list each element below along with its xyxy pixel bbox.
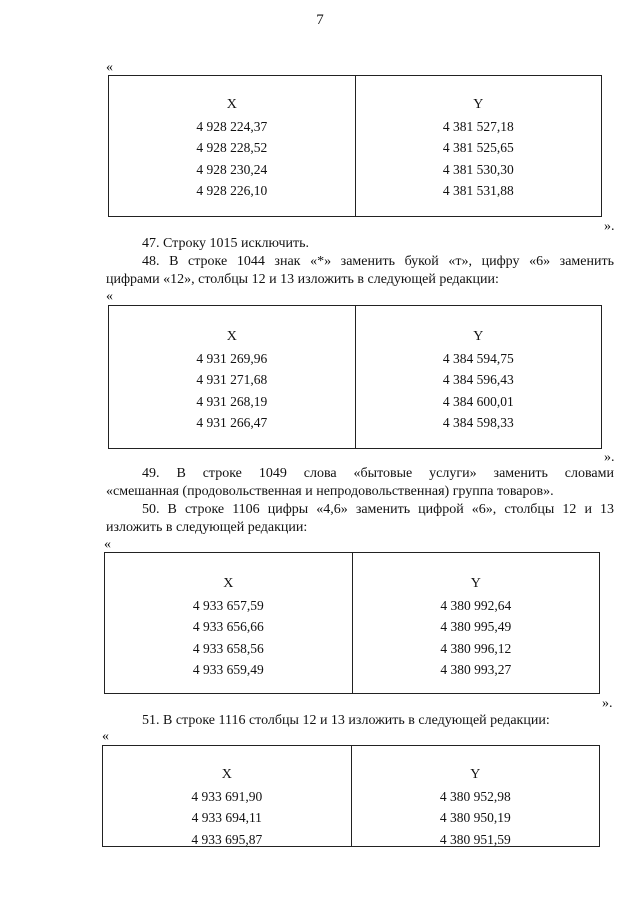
y-value: 4 380 951,59 (439, 831, 511, 847)
x-value: 4 928 230,24 (196, 161, 268, 177)
column-x (109, 306, 355, 448)
closing-quote: ». (602, 696, 613, 711)
x-value: 4 933 695,87 (191, 831, 263, 847)
y-value: 4 381 530,30 (442, 161, 514, 177)
paragraph-50-line-2: изложить в следующей редакции: (106, 520, 308, 535)
y-value: 4 381 531,88 (442, 183, 514, 198)
x-value: 4 933 694,11 (191, 810, 262, 825)
paragraph-47: 47. Строку 1015 исключить. (142, 236, 310, 251)
x-value: 4 931 271,68 (196, 372, 268, 387)
page-number: 7 (316, 12, 324, 28)
x-value: 4 931 269,96 (196, 350, 268, 366)
x-value: 4 931 266,47 (196, 415, 268, 430)
paragraph-48-line-2: цифрами «12», столбцы 12 и 13 изложить в следующей редакции: (106, 272, 499, 287)
y-value: 4 380 950,19 (439, 810, 511, 825)
coordinates-table-2 (108, 305, 602, 449)
column-x (109, 76, 355, 216)
y-value: 4 381 527,18 (442, 118, 514, 134)
column-y (355, 76, 602, 216)
column-y (352, 553, 600, 693)
closing-quote: ». (604, 450, 615, 465)
column-x (103, 746, 351, 846)
column-y-header: Y (470, 767, 481, 782)
x-value: 4 928 228,52 (196, 140, 268, 155)
x-value: 4 928 226,10 (196, 183, 268, 198)
paragraph-49-line-1: 49. В строке 1049 слова «бытовые услуги» заменить словами (142, 466, 614, 481)
y-value: 4 380 992,64 (440, 597, 512, 613)
coordinates-table-1 (108, 75, 602, 217)
coordinates-table-3 (104, 552, 600, 694)
y-value: 4 381 525,65 (442, 140, 514, 155)
x-value: 4 933 691,90 (191, 788, 263, 804)
y-value: 4 384 598,33 (442, 415, 514, 430)
opening-quote: « (106, 60, 113, 75)
column-x-header: X (226, 97, 237, 112)
y-value: 4 384 594,75 (442, 350, 514, 366)
y-value: 4 380 993,27 (440, 662, 512, 677)
opening-quote: « (104, 537, 111, 552)
column-x (105, 553, 352, 693)
y-value: 4 384 600,01 (442, 393, 514, 409)
paragraph-48-line-1: 48. В строке 1044 знак «*» заменить букой «т», цифру «6» заменить (142, 254, 614, 269)
column-y-header: Y (473, 97, 484, 112)
x-value: 4 933 659,49 (192, 662, 264, 677)
x-value: 4 928 224,37 (196, 118, 268, 134)
column-y-header: Y (473, 329, 484, 344)
y-value: 4 384 596,43 (442, 372, 514, 387)
opening-quote: « (102, 729, 109, 744)
column-y (355, 306, 602, 448)
column-y (351, 746, 600, 846)
y-value: 4 380 995,49 (440, 619, 512, 634)
opening-quote: « (106, 289, 113, 304)
paragraph-49-line-2: «смешанная (продовольственная и непродовольственная) группа товаров». (106, 484, 554, 499)
x-value: 4 933 656,66 (192, 619, 264, 634)
x-value: 4 933 657,59 (192, 597, 264, 613)
x-value: 4 933 658,56 (192, 640, 264, 656)
closing-quote: ». (604, 219, 615, 234)
column-x-header: X (221, 767, 232, 782)
x-value: 4 931 268,19 (196, 393, 268, 409)
y-value: 4 380 952,98 (439, 788, 511, 804)
column-x-header: X (226, 329, 237, 344)
coordinates-table-4 (102, 745, 600, 847)
column-y-header: Y (470, 576, 481, 591)
paragraph-50-line-1: 50. В строке 1106 цифры «4,6» заменить цифрой «6», столбцы 12 и 13 (142, 502, 614, 517)
paragraph-51: 51. В строке 1116 столбцы 12 и 13 изложить в следующей редакции: (142, 713, 550, 728)
y-value: 4 380 996,12 (440, 640, 512, 656)
column-x-header: X (223, 576, 234, 591)
